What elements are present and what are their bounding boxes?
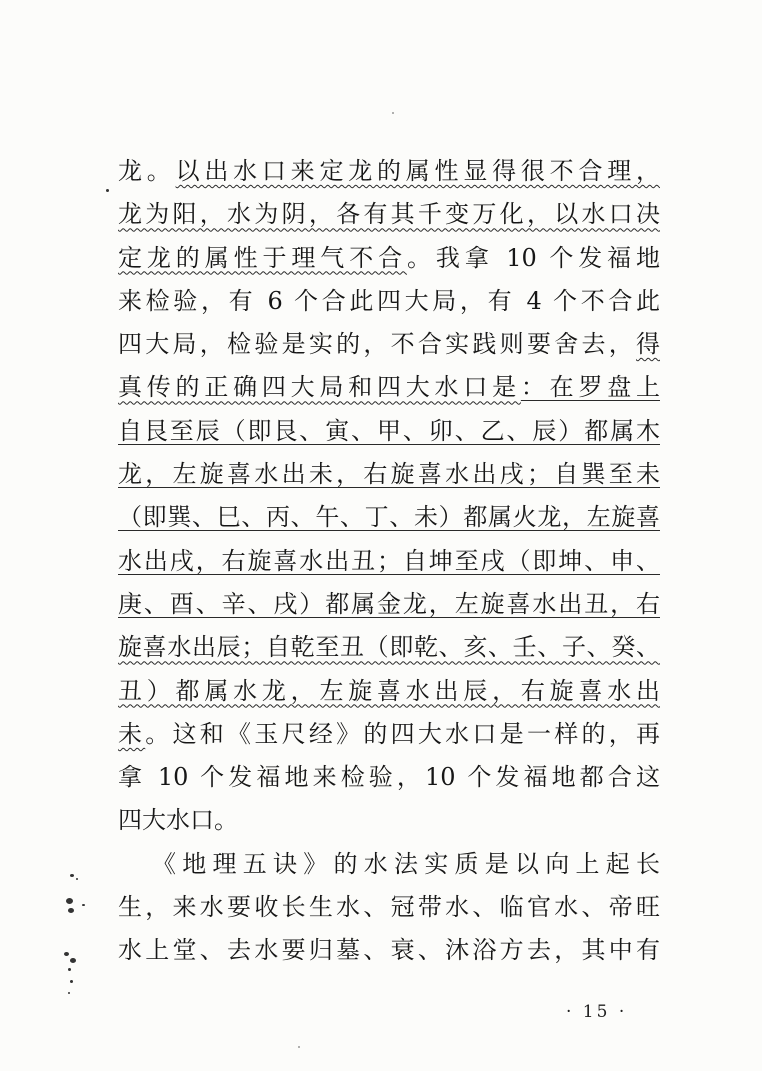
emphasized-text: 定龙的属性于理气不合: [118, 243, 408, 272]
scan-speckle: [68, 968, 71, 971]
text-line: [118, 410, 660, 453]
underlined-text: 自艮至辰（即艮、寅、甲、卯、乙、辰）都属木: [118, 416, 660, 445]
text-segment: 水上堂、去水要归墓、衰、沐浴方去，其中有: [118, 936, 660, 965]
paragraph: [118, 150, 660, 843]
text-line: [118, 496, 660, 539]
text-line: [118, 799, 660, 842]
text-line: [118, 583, 660, 626]
text-line: [118, 323, 660, 366]
emphasized-text: 旋喜水出辰；自乾至丑（即乾、亥、壬、子、癸、: [118, 633, 660, 662]
scan-speckle: [70, 958, 76, 963]
scan-speckle: [68, 908, 74, 913]
text-line: [118, 453, 660, 496]
text-line: [118, 713, 660, 756]
underlined-text: ：在罗盘上: [520, 373, 660, 402]
scan-speckle: [106, 189, 109, 192]
scan-speckle: [76, 878, 78, 880]
underlined-text: 庚、酉、辛、戌）都属金龙，左旋喜水出丑，右: [118, 589, 660, 618]
emphasized-text: 真传的正确四大局和四大水口是: [118, 373, 521, 402]
emphasized-text: 得: [636, 330, 660, 359]
underlined-text: 水出戌，右旋喜水出丑；自坤至戌（即坤、申、: [118, 546, 660, 575]
text-line: [118, 886, 660, 929]
text-segment: 生，来水要收长生水、冠带水、临官水、帝旺: [118, 893, 660, 922]
text-line: [118, 540, 660, 583]
text-line: [118, 280, 660, 323]
text-line: [118, 193, 660, 236]
text-line: [118, 366, 660, 409]
text-segment: 拿 10 个发福地来检验，10 个发福地都合这: [118, 763, 660, 792]
text-line: [118, 237, 660, 280]
paragraph: [118, 843, 660, 973]
text-segment: 。这和《玉尺经》的四大水口是一样的，再: [145, 719, 660, 748]
page-number: · 15 ·: [566, 1002, 628, 1022]
text-segment: 。我拿 10 个发福地: [407, 243, 660, 272]
underlined-text: （即巽、巳、丙、午、丁、未）都属火龙，左旋喜: [118, 503, 660, 532]
scan-speckle: [64, 952, 69, 956]
text-line: [118, 670, 660, 713]
emphasized-text: 丑）都属水龙，左旋喜水出辰，右旋喜水出: [118, 676, 660, 705]
emphasized-text: 以出水口来定龙的属性显得很不合理，: [175, 157, 660, 185]
text-segment: 来检验，有 6 个合此四大局，有 4 个不合此: [118, 286, 660, 315]
scan-speckle: [68, 992, 70, 994]
text-segment: 四大局，检验是实的，不合实践则要舍去，: [118, 330, 636, 359]
scan-speckle: [82, 904, 85, 906]
scan-speckle: [66, 898, 73, 904]
text-segment: 龙。: [118, 157, 176, 185]
book-page-body: [118, 150, 660, 973]
scan-speckle: [392, 112, 394, 114]
text-line: [118, 626, 660, 669]
text-line: [118, 756, 660, 799]
emphasized-text: 龙为阳，水为阴，各有其千变万化，以水口决: [118, 200, 660, 229]
text-segment: 《地理五诀》的水法实质是以向上起长: [152, 849, 660, 878]
scan-speckle: [298, 1046, 300, 1048]
text-line: [118, 929, 660, 972]
scan-speckle: [70, 980, 73, 983]
text-line: [118, 843, 660, 886]
text-segment: 四大水口。: [118, 806, 238, 835]
scan-speckle: [70, 874, 74, 877]
underlined-text: 龙，左旋喜水出未，右旋喜水出戌；自巽至未: [118, 460, 660, 489]
emphasized-text: 未: [118, 719, 146, 748]
text-line: [118, 150, 660, 193]
